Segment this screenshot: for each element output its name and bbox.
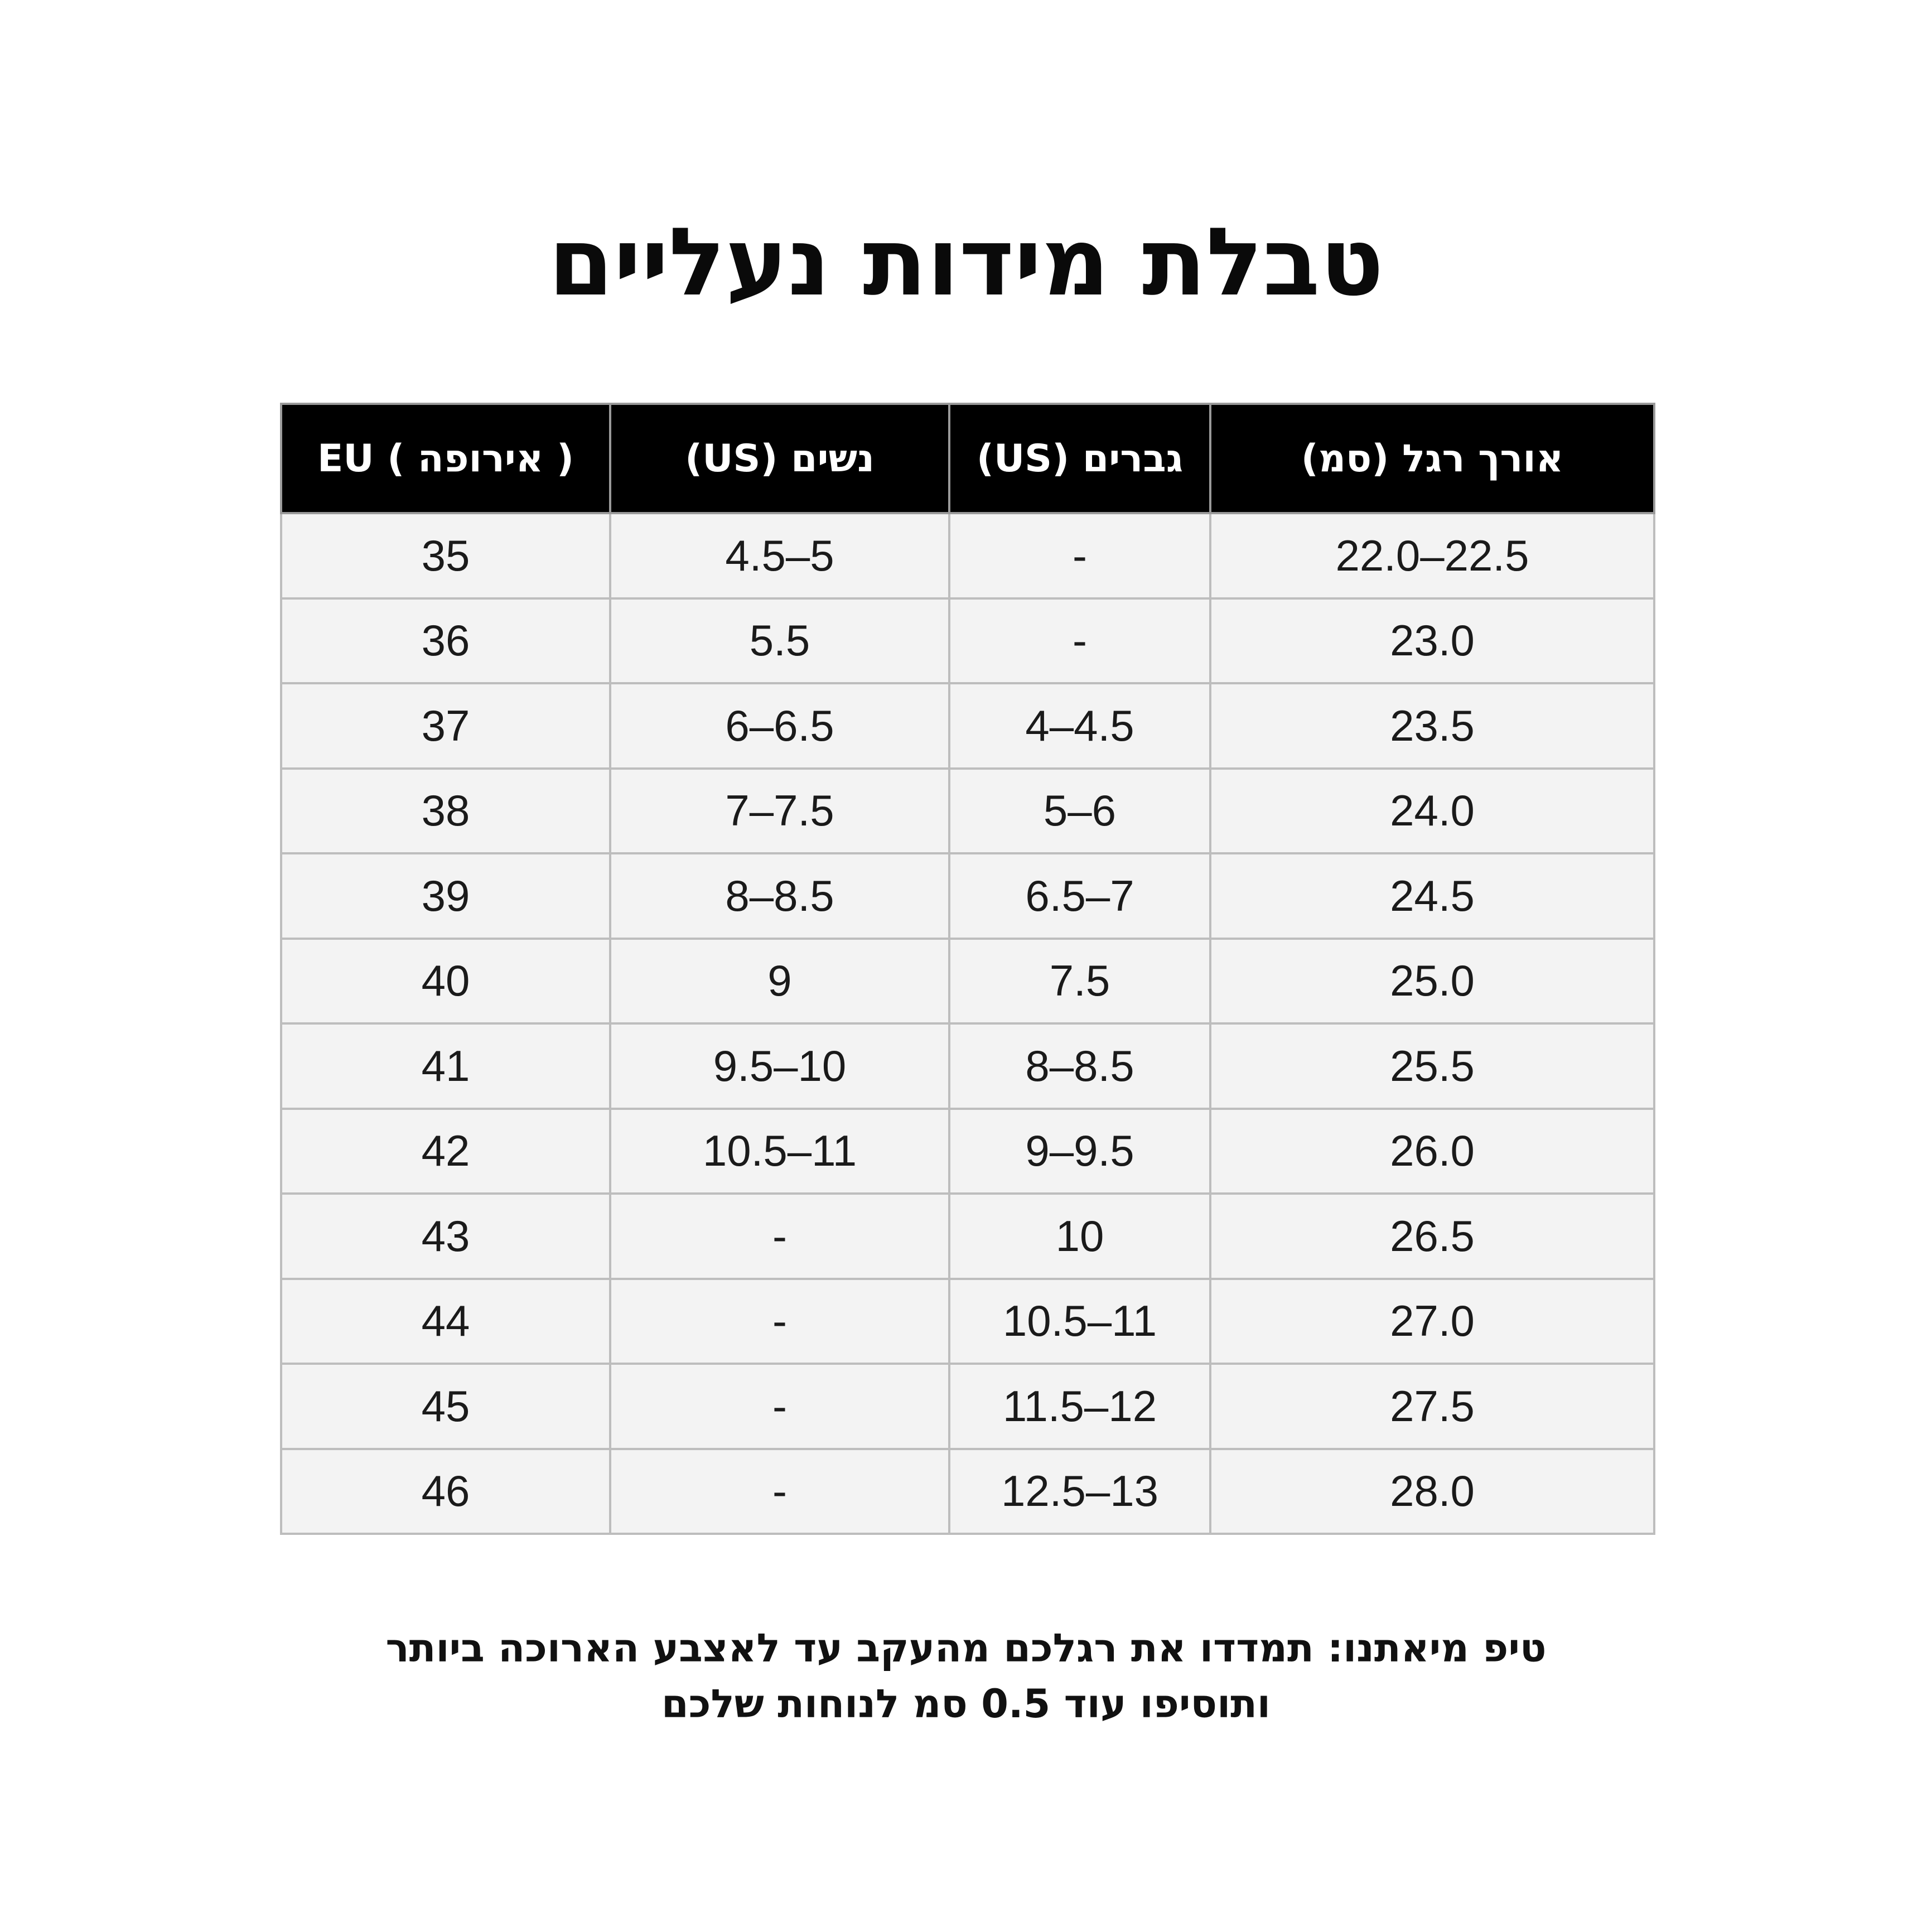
cell-eu: 46 bbox=[281, 1449, 610, 1534]
cell-women-us: 8–8.5 bbox=[610, 853, 949, 939]
cell-eu: 42 bbox=[281, 1109, 610, 1194]
cell-eu: 35 bbox=[281, 513, 610, 598]
cell-women-us: - bbox=[610, 1364, 949, 1449]
cell-women-us: - bbox=[610, 1194, 949, 1279]
cell-women-us: - bbox=[610, 1449, 949, 1534]
table-row bbox=[281, 1279, 1654, 1364]
cell-foot-length: 28.0 bbox=[1210, 1449, 1654, 1534]
cell-foot-length: 24.0 bbox=[1210, 769, 1654, 854]
cell-men-us: 8–8.5 bbox=[949, 1023, 1210, 1109]
cell-foot-length: 26.0 bbox=[1210, 1109, 1654, 1194]
table-header-row bbox=[281, 404, 1654, 513]
cell-men-us: 12.5–13 bbox=[949, 1449, 1210, 1534]
cell-women-us: 7–7.5 bbox=[610, 769, 949, 854]
cell-women-us: 9 bbox=[610, 939, 949, 1024]
table-row bbox=[281, 513, 1654, 598]
cell-eu: 36 bbox=[281, 598, 610, 684]
cell-eu: 45 bbox=[281, 1364, 610, 1449]
table-row bbox=[281, 683, 1654, 769]
table-row bbox=[281, 853, 1654, 939]
cell-foot-length: 27.5 bbox=[1210, 1364, 1654, 1449]
table-row bbox=[281, 1023, 1654, 1109]
cell-eu: 43 bbox=[281, 1194, 610, 1279]
cell-women-us: 10.5–11 bbox=[610, 1109, 949, 1194]
table-body bbox=[281, 513, 1654, 1534]
cell-foot-length: 23.5 bbox=[1210, 683, 1654, 769]
cell-women-us: 4.5–5 bbox=[610, 513, 949, 598]
table-row bbox=[281, 1109, 1654, 1194]
table-row bbox=[281, 939, 1654, 1024]
cell-foot-length: 24.5 bbox=[1210, 853, 1654, 939]
table-row bbox=[281, 1449, 1654, 1534]
cell-men-us: 10 bbox=[949, 1194, 1210, 1279]
cell-men-us: 7.5 bbox=[949, 939, 1210, 1024]
cell-men-us: - bbox=[949, 513, 1210, 598]
cell-men-us: 5–6 bbox=[949, 769, 1210, 854]
cell-eu: 41 bbox=[281, 1023, 610, 1109]
cell-eu: 44 bbox=[281, 1279, 610, 1364]
table-row bbox=[281, 598, 1654, 684]
cell-men-us: - bbox=[949, 598, 1210, 684]
table-row bbox=[281, 1364, 1654, 1449]
cell-foot-length: 23.0 bbox=[1210, 598, 1654, 684]
cell-men-us: 10.5–11 bbox=[949, 1279, 1210, 1364]
cell-eu: 40 bbox=[281, 939, 610, 1024]
cell-women-us: - bbox=[610, 1279, 949, 1364]
cell-men-us: 6.5–7 bbox=[949, 853, 1210, 939]
cell-women-us: 9.5–10 bbox=[610, 1023, 949, 1109]
cell-women-us: 5.5 bbox=[610, 598, 949, 684]
header-men-us: גברים (US) bbox=[949, 404, 1210, 513]
header-foot-length: אורך רגל (סמ) bbox=[1210, 404, 1654, 513]
cell-men-us: 4–4.5 bbox=[949, 683, 1210, 769]
table-row bbox=[281, 1194, 1654, 1279]
cell-eu: 37 bbox=[281, 683, 610, 769]
cell-men-us: 9–9.5 bbox=[949, 1109, 1210, 1194]
cell-eu: 39 bbox=[281, 853, 610, 939]
measurement-tip bbox=[0, 1620, 1932, 1732]
header-women-us: נשים (US) bbox=[610, 404, 949, 513]
header-eu: EU ( אירופה ) bbox=[281, 404, 610, 513]
cell-foot-length: 27.0 bbox=[1210, 1279, 1654, 1364]
cell-foot-length: 22.0–22.5 bbox=[1210, 513, 1654, 598]
cell-women-us: 6–6.5 bbox=[610, 683, 949, 769]
page-title: טבלת מידות נעליים bbox=[548, 207, 1384, 317]
cell-foot-length: 26.5 bbox=[1210, 1194, 1654, 1279]
tip-line-2: ותוסיפו עוד 0.5 סמ לנוחות שלכם bbox=[661, 1681, 1271, 1727]
tip-line-1: טיפ מיאתנו: תמדדו את רגלכם מהעקב עד לאצבע הארוכה ביותר bbox=[385, 1625, 1547, 1671]
cell-foot-length: 25.0 bbox=[1210, 939, 1654, 1024]
cell-foot-length: 25.5 bbox=[1210, 1023, 1654, 1109]
cell-men-us: 11.5–12 bbox=[949, 1364, 1210, 1449]
cell-eu: 38 bbox=[281, 769, 610, 854]
table-row bbox=[281, 769, 1654, 854]
size-chart-table bbox=[280, 403, 1655, 1535]
